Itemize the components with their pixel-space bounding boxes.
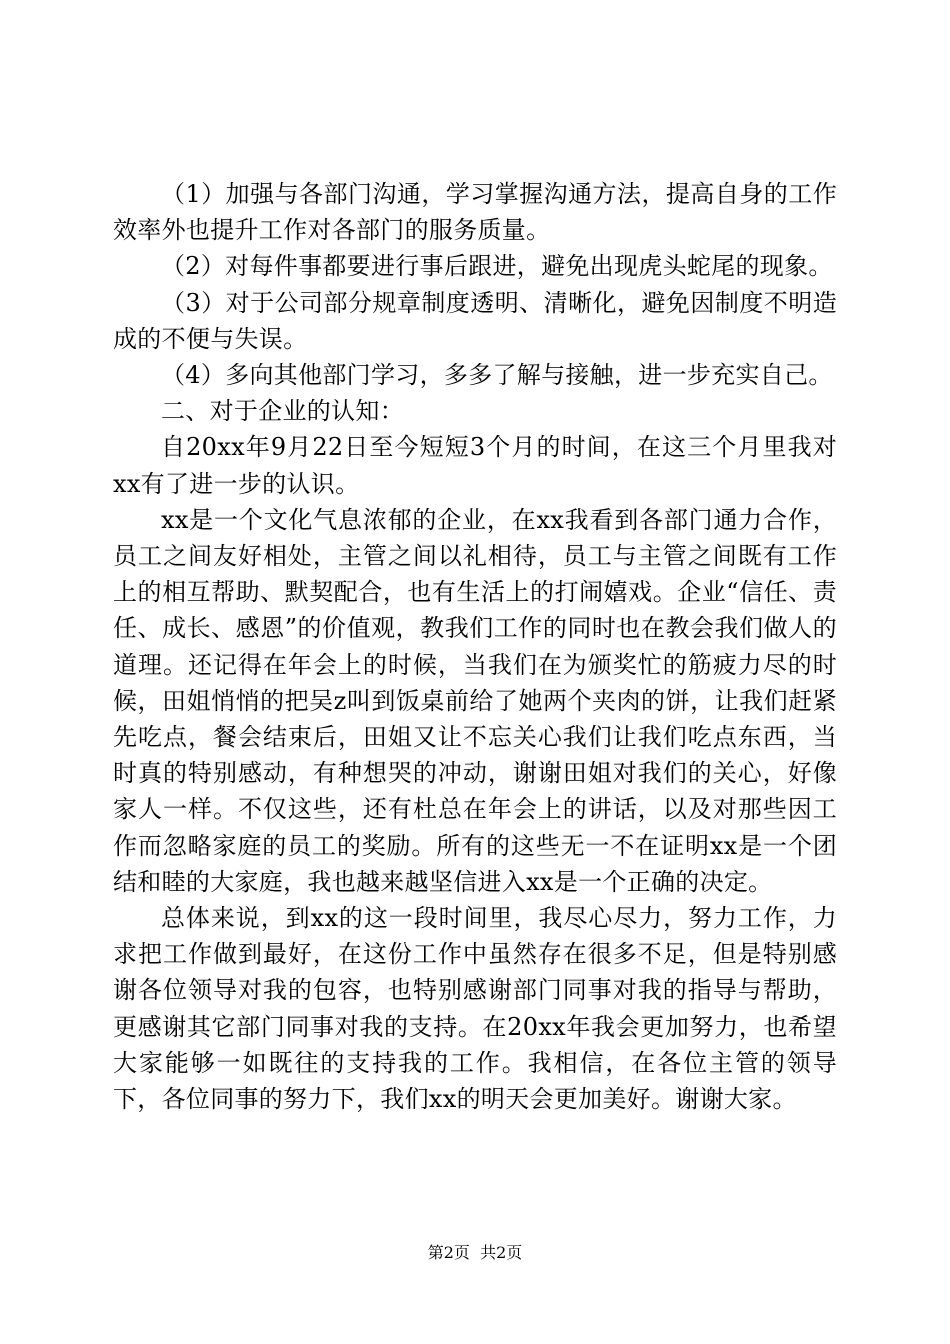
paragraph-8: 总体来说，到xx的这一段时间里，我尽心尽力，努力工作，力求把工作做到最好，在这份工作中虽然存在很多不足，但是特别感谢各位领导对我的包容，也特别感谢部门同事对我的指导与帮助，更感谢其它部门同事对我的支持。在20xx年我会更加努力，也希望大家能够一如既往的支持我的工作。我相信，在各位主管的领导下，各位同事的努力下，我们xx的明天会更加美好。谢谢大家。: [113, 904, 837, 1114]
section-heading: 二、对于企业的认知：: [161, 397, 404, 426]
paragraph-7: xx是一个文化气息浓郁的企业，在xx我看到各部门通力合作，员工之间友好相处，主管之间以礼相待，员工与主管之间既有工作上的相互帮助、默契配合，也有生活上的打闹嬉戏。企业“信任、责任、成长、感恩”的价值观，教我们工作的同时也在教会我们做人的道理。还记得在年会上的时候，当我们在为颁奖忙的筋疲力尽的时候，田姐悄悄的把吴z叫到饭桌前给了她两个夹肉的饼，让我们赶紧先吃点，餐会结束后，田姐又让不忘关心我们让我们吃点东西，当时真的特别感动，有种想哭的冲动，谢谢田姐对我们的关心，好像家人一样。不仅这些，还有杜总在年会上的讲话，以及对那些因工作而忽略家庭的员工的奖励。所有的这些无一不在证明xx是一个团结和睦的大家庭，我也越来越坚信进入xx是一个正确的决定。: [113, 505, 837, 896]
paragraph-3: （3）对于公司部分规章制度透明、清晰化，避免因制度不明造成的不便与失误。: [113, 288, 837, 353]
page-footer: [0, 1243, 950, 1263]
paragraph-4: （4）多向其他部门学习，多多了解与接触，进一步充实自己。: [161, 361, 833, 390]
paragraph-1: （1）加强与各部门沟通，学习掌握沟通方法，提高自身的工作效率外也提升工作对各部门的服务质量。: [113, 180, 837, 245]
document-body: [113, 176, 837, 1117]
paragraph-6: 自20xx年9月22日至今短短3个月的时间，在这三个月里我对xx有了进一步的认识。: [113, 433, 837, 498]
paragraph-2: （2）对每件事都要进行事后跟进，避免出现虎头蛇尾的现象。: [161, 252, 833, 281]
page-number: 第2页 共2页: [427, 1243, 523, 1262]
